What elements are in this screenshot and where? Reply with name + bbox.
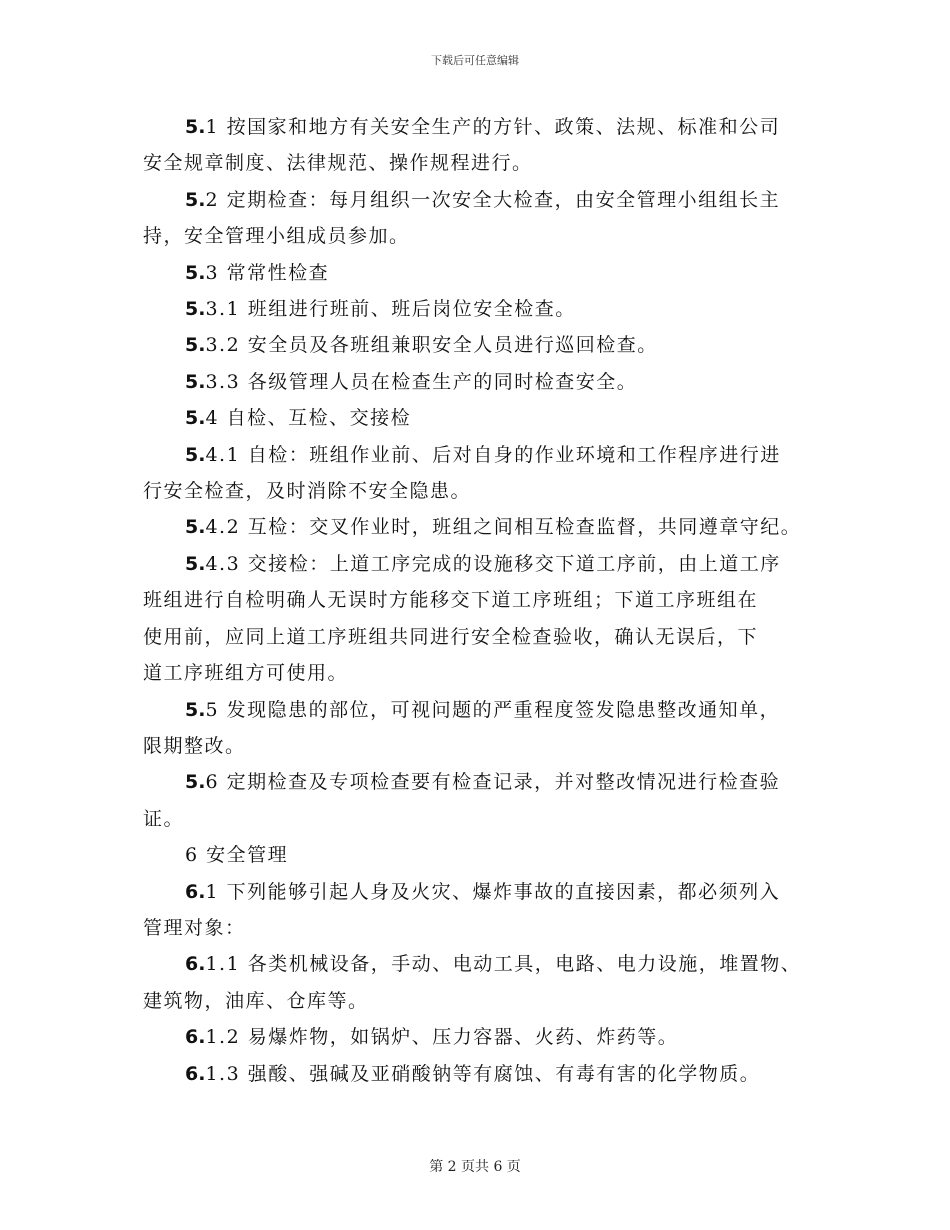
paragraph-text: 5 发现隐患的部位，可视问题的严重程度签发隐患整改通知单， 限期整改。 — [143, 698, 781, 757]
section-number: 5. — [185, 188, 206, 211]
paragraph-text: 1.2 易爆炸物，如锅炉、压力容器、火药、炸药等。 — [205, 1026, 679, 1049]
section-number: 5. — [185, 370, 206, 393]
paragraph-5-4 — [143, 400, 828, 436]
section-number: 5. — [185, 334, 206, 357]
paragraph-text: 6 定期检查及专项检查要有检查记录，并对整改情况进行检查验 证。 — [143, 771, 781, 830]
paragraph-5-4-3 — [143, 546, 828, 692]
paragraph-5-4-1 — [143, 437, 828, 510]
page-footer: 第 2 页共 6 页 — [429, 1159, 521, 1175]
paragraph-5-3 — [143, 255, 828, 291]
paragraph-text: 3.2 安全员及各班组兼职安全人员进行巡回检查。 — [205, 334, 658, 357]
section-heading-6 — [143, 837, 828, 873]
page-header: 下载后可任意编辑 — [431, 54, 519, 67]
document-body — [143, 109, 828, 1092]
paragraph-5-3-3 — [143, 364, 828, 400]
paragraph-6-1-3 — [143, 1056, 828, 1092]
section-number: 5. — [185, 516, 206, 539]
paragraph-text: 1 按国家和地方有关安全生产的方针、政策、法规、标准和公司 安全规章制度、法律规范、操作规程进行。 — [143, 116, 781, 175]
section-number: 5. — [185, 116, 206, 138]
paragraph-text: 1.1 各类机械设备，手动、电动工具，电路、电力设施，堆置物、 建筑物，油库、仓库等。 — [143, 953, 802, 1012]
paragraph-6-1 — [143, 874, 828, 947]
paragraph-text: 4 自检、互检、交接检 — [205, 407, 412, 430]
section-number: 5. — [185, 698, 206, 721]
section-number: 6. — [185, 880, 206, 903]
paragraph-5-3-1 — [143, 291, 828, 327]
paragraph-text: 4.1 自检：班组作业前、后对自身的作业环境和工作程序进行进 行安全检查，及时消除不安全隐患。 — [143, 443, 781, 503]
paragraph-5-2 — [143, 182, 828, 255]
paragraph-text: 2 定期检查：每月组织一次安全大检查，由安全管理小组组长主 持，安全管理小组成员参加。 — [143, 188, 781, 248]
section-number: 6. — [185, 953, 206, 976]
section-number: 5. — [185, 552, 206, 575]
paragraph-5-6 — [143, 764, 828, 837]
paragraph-text: 1 下列能够引起人身及火灾、爆炸事故的直接因素，都必须列入 管理对象： — [143, 880, 781, 939]
section-number: 5. — [185, 298, 206, 321]
section-number: 5. — [185, 771, 206, 794]
paragraph-5-1 — [143, 109, 828, 182]
paragraph-text: 6 安全管理 — [185, 844, 289, 867]
paragraph-6-1-2 — [143, 1019, 828, 1055]
paragraph-5-5 — [143, 692, 828, 765]
paragraph-5-3-2 — [143, 327, 828, 363]
paragraph-6-1-1 — [143, 946, 828, 1019]
paragraph-text: 3 常常性检查 — [205, 261, 330, 284]
section-number: 5. — [185, 443, 206, 466]
paragraph-text: 4.3 交接检：上道工序完成的设施移交下道工序前，由上道工序 班组进行自检明确人无误时方能移交下道工序班组；下道工序班组在 使用前，应同上道工序班组共同进行安全检查验收，确认无误后，下 道工序班组方可使用。 — [143, 552, 781, 685]
paragraph-text: 3.3 各级管理人员在检查生产的同时检查安全。 — [205, 370, 638, 393]
section-number: 6. — [185, 1062, 206, 1085]
paragraph-text: 4.2 互检：交叉作业时，班组之间相互检查监督，共同遵章守纪。 — [205, 516, 802, 539]
paragraph-text: 1.3 强酸、强碱及亚硝酸钠等有腐蚀、有毒有害的化学物质。 — [205, 1062, 761, 1085]
section-number: 6. — [185, 1026, 206, 1049]
paragraph-5-4-2 — [143, 509, 828, 545]
paragraph-text: 3.1 班组进行班前、班后岗位安全检查。 — [205, 298, 576, 321]
section-number: 5. — [185, 407, 206, 430]
section-number: 5. — [185, 261, 206, 284]
